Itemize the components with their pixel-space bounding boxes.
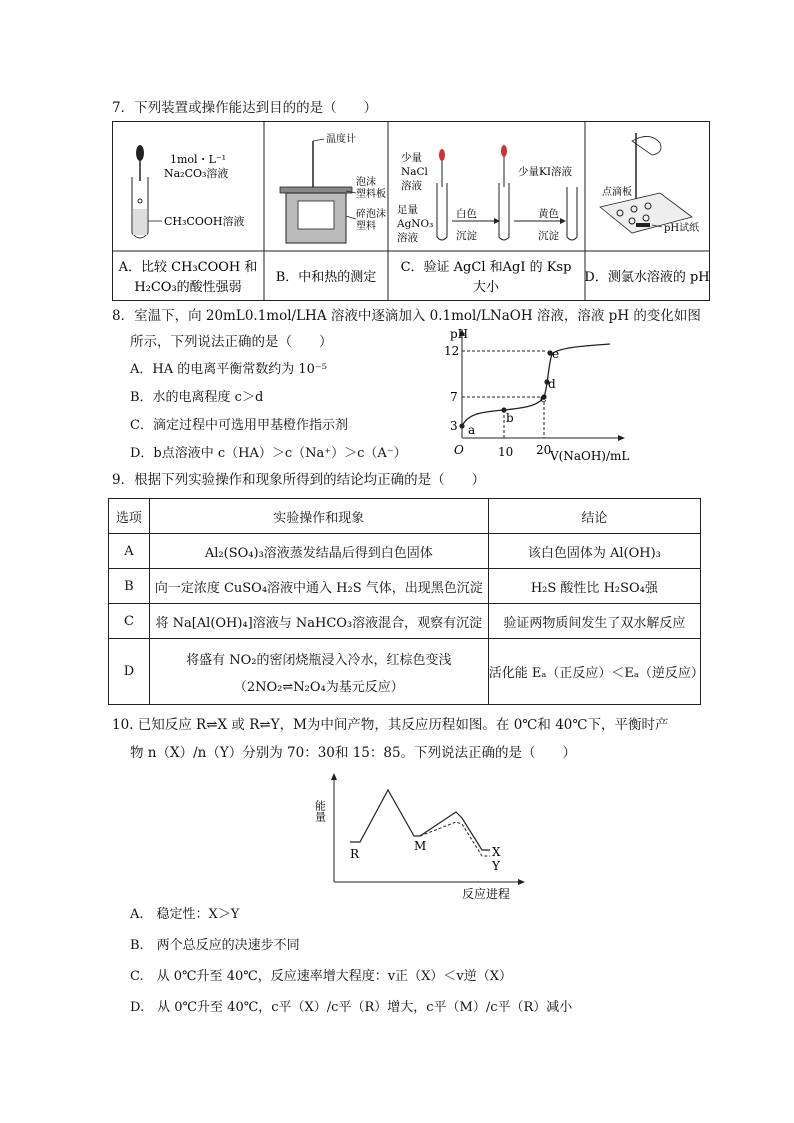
q10-label-r: R [350,847,360,861]
q8-chart-y3: 3 [450,419,458,433]
q8-option-c: C．滴定过程中可选用甲基橙作指示剂 [130,418,348,433]
q9-row-c-operation: 将 Na[Al(OH)₄]溶液与 NaHCO₃溶液混合，观察有沉淀 [149,604,488,639]
table-row [109,569,701,604]
q7-option-b: B．中和热的测定 [275,270,377,285]
fig-c-nacl3: 溶液 [401,180,422,192]
q10-option-c: C. 从 0℃升至 40℃，反应速率增大程度：v正（X）＜v逆（X） [130,969,512,984]
q7-figure-grid [112,121,710,301]
q10-label-x: X [492,845,501,859]
q9-header-conclusion: 结论 [488,499,700,534]
q8-point-b: b [506,411,514,425]
fig-a-ch3cooh: CH₃COOH溶液 [164,215,245,228]
q8-chart-x20: 20 [536,443,552,457]
q9-row-d-note: （2NO₂⇌N₂O₄为基元反应） [233,679,404,695]
fig-c-nacl1: 少量 [401,152,422,164]
fig-b-foam2: 塑料 [356,221,376,232]
q8-stem-line2: 所示，下列说法正确的是（ ） [130,334,333,350]
fig-c-yellow2: 沉淀 [538,230,559,242]
fig-b-calorimeter [280,139,356,243]
q7-option-d: D．测氯水溶液的 pH [584,270,710,285]
q7-stem: 7．下列装置或操作能达到目的的是（ ） [112,100,378,116]
q9-stem: 9．根据下列实验操作和现象所得到的结论均正确的是（ ） [112,472,486,488]
q9-header-option: 选项 [109,499,150,534]
q9-header-operation: 实验操作和现象 [149,499,488,534]
q8-chart-origin: O [454,443,464,457]
q8-point-e: e [552,347,560,361]
q9-row-b-operation: 向一定浓度 CuSO₄溶液中通入 H₂S 气体，出现黑色沉淀 [149,569,488,604]
q9-table [108,498,704,705]
fig-d-paper: pH试纸 [664,223,700,234]
fig-a-na2co3: Na₂CO₃溶液 [164,167,229,180]
q8-point-a: a [468,423,476,437]
q8-option-b: B．水的电离程度 c＞d [130,390,264,405]
q8-point-d: d [548,377,556,391]
fig-d-drop-plate [600,133,692,233]
q10-chart-ylabel: 能量 [313,800,327,822]
q7-option-c-line1: C．验证 AgCl 和AgI 的 Ksp [400,260,572,275]
q7-option-c-line2: 大小 [472,280,500,295]
fig-b-foam1: 碎泡沫 [356,209,386,220]
q10-label-m: M [414,839,427,853]
fig-a-test-tube [132,145,162,238]
fig-c-agno3-3: 溶液 [397,232,418,244]
q8-chart-xlabel: V(NaOH)/mL [550,449,630,463]
q9-row-a-operation: Al₂(SO₄)₃溶液蒸发结晶后得到白色固体 [149,534,488,569]
fig-c-ki: 少量KI溶液 [518,166,572,178]
q9-row-c-conclusion: 验证两物质间发生了双水解反应 [488,604,700,639]
q9-row-d-conclusion: 活化能 Eₐ（正反应）＜Eₐ（逆反应） [488,639,700,705]
q10-label-y: Y [492,859,500,873]
fig-c-agno3-2: AgNO₃ [397,218,434,230]
q10-stem-line2: 物 n（X）/n（Y）分别为 70：30和 15：85。下列说法正确的是（ ） [130,745,577,761]
q7-table [112,121,710,301]
q8-chart-y12: 12 [444,344,460,358]
q8-option-d: D．b点溶液中 c（HA）＞c（Na⁺）＞c（A⁻） [130,446,407,461]
q10-option-b: B. 两个总反应的决速步不同 [130,938,300,953]
fig-c-yellow1: 黄色 [538,208,559,220]
q8-chart-ylabel: pH [450,327,469,341]
fig-c-white1: 白色 [456,208,477,220]
q9-row-b-conclusion: H₂S 酸性比 H₂SO₄强 [488,569,700,604]
table-row [109,534,701,569]
q8-stem-line1: 8．室温下，向 20mL0.1mol/LHA 溶液中逐滴加入 0.1mol/LNaOH 溶液，溶液 pH 的变化如图 [112,308,701,324]
fig-d-plate: 点滴板 [602,187,632,198]
q7-option-a-line2: H₂CO₃的酸性强弱 [134,280,242,295]
q8-titration-curve [440,326,640,466]
q9-row-b-option: B [109,569,150,604]
q9-row-d-operation-cell [149,639,488,705]
q9-row-c-option: C [109,604,150,639]
q10-energy-diagram [310,770,540,905]
fig-b-thermo: 温度计 [326,134,356,145]
fig-c-nacl2: NaCl [401,166,428,178]
q10-option-d: D. 从 0℃升至 40℃，c平（X）/c平（R）增大，c平（M）/c平（R）减小 [130,1000,573,1015]
q10-stem-line1: 10. 已知反应 R⇌X 或 R⇌Y，M为中间产物，其反应历程如图。在 0℃和 40℃下，平衡时产 [112,717,669,733]
q7-option-a-line1: A．比较 CH₃COOH 和 [118,260,258,275]
fig-c-white2: 沉淀 [456,230,477,242]
q8-point-c: c [540,391,547,405]
q8-option-a: A．HA 的电离平衡常数约为 10⁻⁵ [130,362,327,377]
q9-row-d-option: D [109,639,150,705]
fig-c-test-tubes [437,145,577,240]
q9-row-a-option: A [109,534,150,569]
q9-row-d-operation: 将盛有 NO₂的密闭烧瓶浸入冷水，红棕色变浅 [186,652,452,668]
q10-option-a: A. 稳定性：X＞Y [130,907,240,922]
q10-chart-xlabel: 反应进程 [462,887,511,901]
table-row [109,604,701,639]
q8-chart-x10: 10 [498,445,514,459]
fig-a-conc: 1mol・L⁻¹ [170,153,227,166]
q8-chart-y7: 7 [450,390,458,404]
fig-b-board2: 塑料板 [356,189,386,200]
table-row [109,639,701,705]
q9-row-a-conclusion: 该白色固体为 Al(OH)₃ [488,534,700,569]
fig-b-board1: 泡沫 [356,177,376,188]
fig-c-agno3-1: 足量 [397,204,418,216]
